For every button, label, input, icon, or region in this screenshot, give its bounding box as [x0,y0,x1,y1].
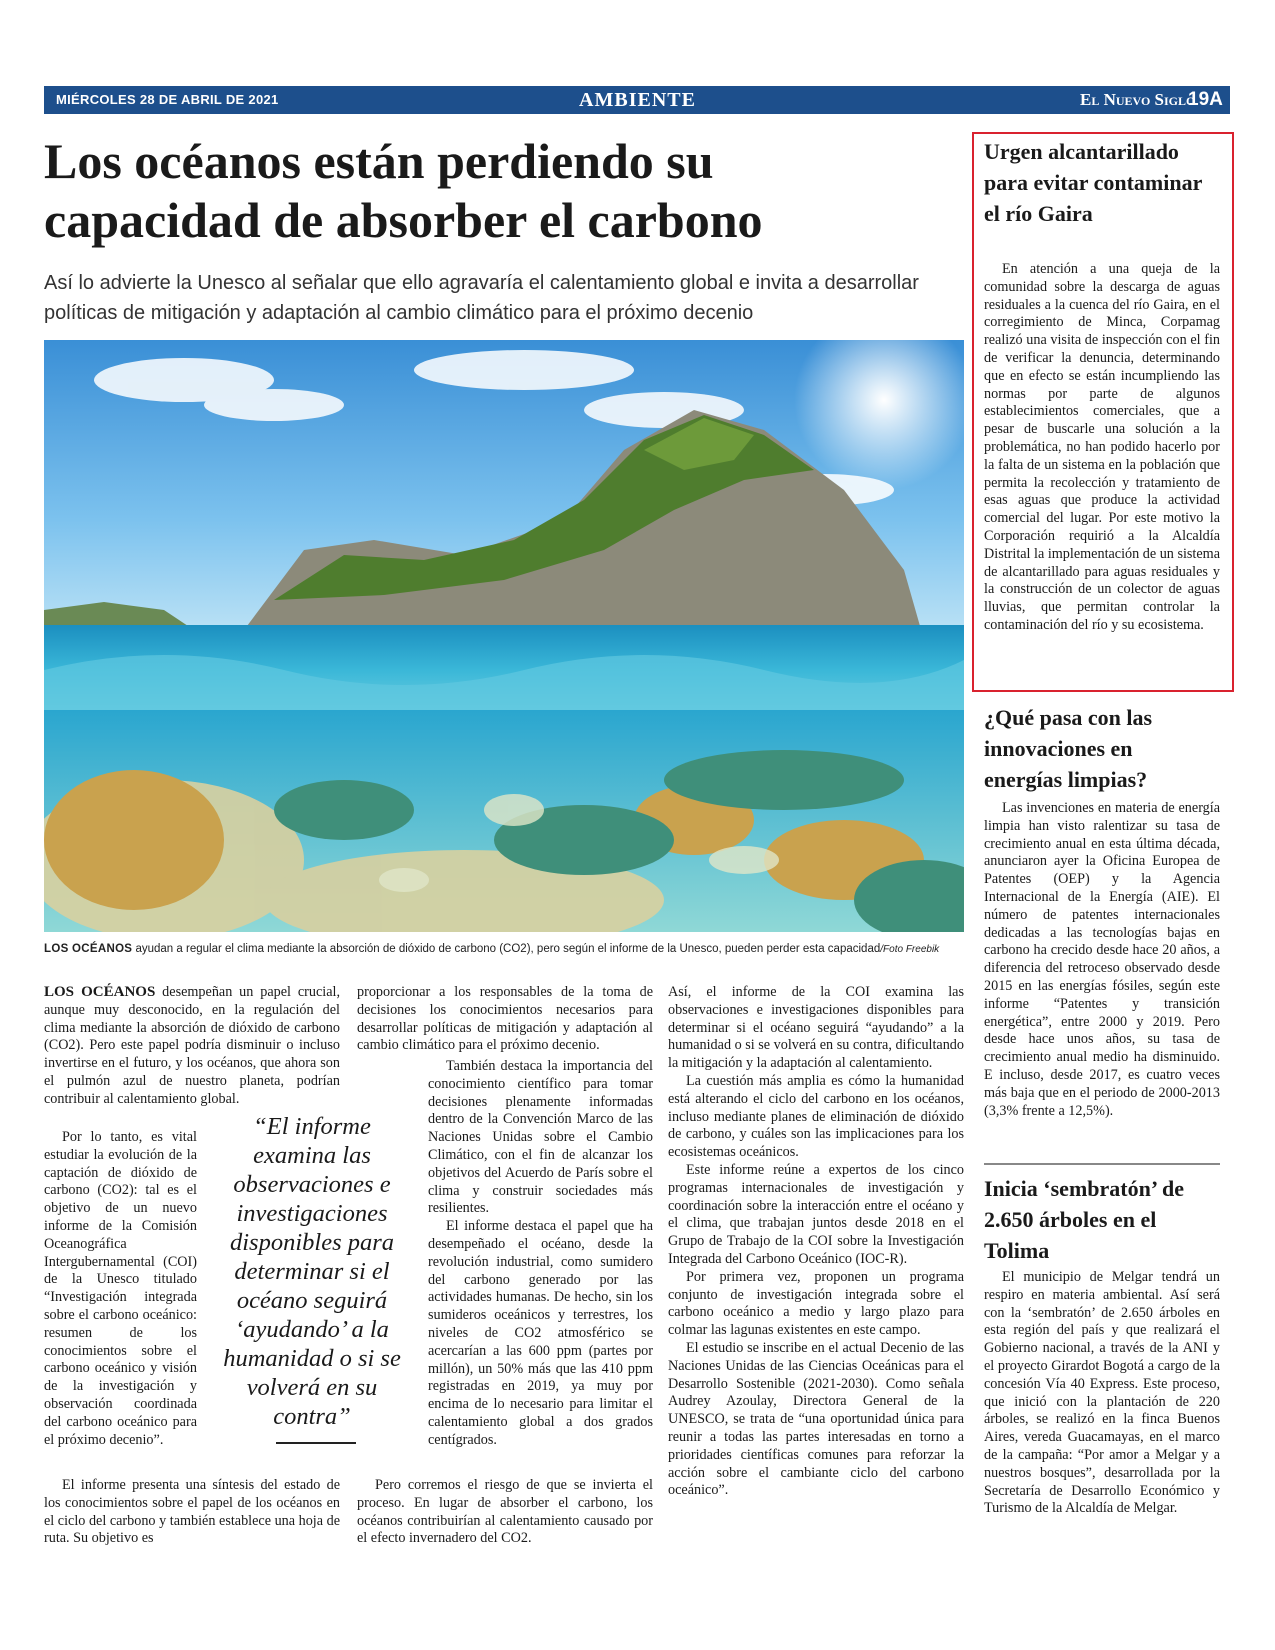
paragraph: La cuestión más amplia es cómo la humanidad está alterando el ciclo del carbono en los océanos, incluso mediante planes de eliminación de dióxido de carbono, y cuáles son las implicaciones para los ecosistemas oceánicos. [668,1072,964,1161]
sidebar-story-1-title: Urgen alcantarillado para evitar contaminar el río Gaira [984,139,1202,226]
section-title: AMBIENTE [579,89,696,111]
column-1-top [44,984,340,1109]
paragraph: También destaca la importancia del conocimiento científico para tomar decisiones plenamente informadas dentro de la Convención Marco de las Naciones Unidas sobre el Cambio Climático, con el fin de alcanzar los objetivos del Acuerdo de París sobre el clima y construir sociedades más resilientes. [428,1058,653,1217]
issue-date: MIÉRCOLES 28 DE ABRIL DE 2021 [56,92,279,107]
sidebar-story-2-title: ¿Qué pasa con las innovaciones en energías limpias? [984,705,1153,792]
lead-in: LOS OCÉANOS [44,984,156,1000]
page-number: 19A [1188,89,1223,110]
column-2-middle [428,1058,653,1450]
caption-lead: LOS OCÉANOS [44,943,133,955]
column-1-middle [44,1129,197,1449]
paragraph: El informe destaca el papel que ha desempeñado el océano, desde la revolución industrial, como sumidero del carbono generado por las actividades humanas. De hecho, sin los sumideros oceánicos y terrestres, los niveles de CO2 atmosférico se acercarían a las 600 ppm (partes por millón), un 50% más que las 410 ppm registradas en 2019, ya muy por encima de lo necesario para limitar el calentamiento global a dos grados centígrados. [428,1218,653,1448]
sidebar-story-2-body: Las invenciones en materia de energía limpia han visto ralentizar su tasa de crecimiento anual en esta última década, anunciaron ayer la Oficina Europea de Patentes (OEP) y la Agencia Internacional de la Energía (AIE). El número de patentes internacionales dedicadas a las tecnologías bajas en carbono ha crecido desde hace 20 años, a diferencia del retroceso observado desde 2015 en las energías fósiles, según este informe “Patentes y transición energética”, entre 2000 y 2019. Pero desde hace unos años, su tasa de crecimiento anual medio ha disminuido. E incluso, desde 2017, es cuatro veces más baja que en el periodo de 2000-2013 (3,3% frente a 12,5%). [984,800,1220,1119]
paragraph: proporcionar a los responsables de la toma de decisiones los conocimientos necesarios para desarrollar políticas de mitigación y adaptación al cambio climático para el próximo decenio. [357,984,653,1054]
paragraph: Por primera vez, proponen un programa conjunto de investigación integrada sobre el carbono oceánico a medio y largo plazo para colmar las lagunas existentes en este campo. [668,1268,964,1339]
sidebar-story-3-body: El municipio de Melgar tendrá un respiro en materia ambiental. Así será con la ‘sembratón’ de 2.650 árboles en esta región del país y que realizará el Gobierno nacional, a través de la ANI y el proyecto Girardot Bogotá a cargo de la concesión Vía 40 Express. Este proceso, que inició con la plantación de 220 árboles, se realizó en la finca Buenos Aires, vereda Guacamayas, en el marco de la campaña: “Por amor a Melgar y a nuestros bosques”, desarrollada por la Secretaría de Desarrollo Económico y Turismo de la Alcaldía de Melgar. [984,1269,1220,1517]
sidebar-story-1-body: En atención a una queja de la comunidad sobre la descarga de aguas residuales a la cuenca del río Gaira, en el corregimiento de Minca, Corpamag realizó una visita de inspección con el fin de verificar la denuncia, determinando que en efecto se están incumpliendo las normas por parte de algunos establecimientos comerciales, que a pesar de buscarle una solución a la problemática, no han podido hacerlo por la falta de un sistema en la población que permita la recolección y tratamiento de esas aguas que produce la actividad comercial del lugar. Por este motivo la Corporación requirió a la Alcaldía Distrital la implementación de un sistema de alcantarillado para aguas residuales y la construcción de un colector de aguas lluvias, que permitan controlar la contaminación del río y su ecosistema. [984,261,1221,633]
caption-text: ayudan a regular el clima mediante la absorción de dióxido de carbono (CO2), pero según el informe de la Unesco, pueden perder esta capacidad [132,943,881,955]
photo-credit: /Foto Freebik [880,944,940,955]
column-2-bottom [357,1477,653,1548]
paragraph: Por lo tanto, es vital estudiar la evolución de la captación de dióxido de carbono (CO2): tal es el objetivo de un nuevo informe de la Comisión Oceanográfica Intergubernamental (COI) de la Unesco titulado “Investigación integrada sobre el carbono oceánico: resumen de los conocimientos sobre el carbono oceánico y visión de la investigación y observación coordinada del carbono oceánico para el próximo decenio”. [44,1129,197,1448]
paragraph: Pero corremos el riesgo de que se invierta el proceso. En lugar de absorber el carbono, los océanos contribuirían al calentamiento causado por el efecto invernadero del CO2. [357,1477,653,1547]
column-2-top [357,984,653,1055]
sidebar-story-3-title: Inicia ‘sembratón’ de 2.650 árboles en el Tolima [984,1176,1185,1263]
column-3 [668,984,964,1500]
photo-caption [44,940,964,959]
sidebar-divider [984,1163,1220,1165]
ocean-split-view-photo [44,340,964,932]
paragraph: desempeñan un papel crucial, aunque muy desconocido, en la regulación del clima mediante la absorción de dióxido de carbono (CO2). Pero este papel podría disminuir o incluso invertirse en el futuro, y los océanos, que ahora son el pulmón azul de nuestro planeta, podrían contribuir al calentamiento global. [44,984,341,1107]
pull-quote-rule [276,1442,356,1444]
column-1-bottom [44,1477,340,1548]
paragraph: El informe presenta una síntesis del estado de los conocimientos sobre el papel de los océanos en el ciclo del carbono y también establece una hoja de ruta. Su objetivo es [44,1477,340,1547]
article-headline: Los océanos están perdiendo su capacidad de absorber el carbono [44,133,763,248]
paragraph: Este informe reúne a expertos de los cinco programas internacionales de investigación y coordinación sobre la interacción entre el océano y el clima, que trabajan juntos desde 2018 en el Grupo de Trabajo de la COI sobre la Investigación Integrada del Carbono Oceánico (IOC-R). [668,1161,964,1267]
newspaper-name: El Nuevo Siglo [1080,90,1196,109]
article-subhead: Así lo advierte la Unesco al señalar que ello agravaría el calentamiento global e invita a desarrollar políticas de mitigación y adaptación al cambio climático para el próximo decenio [44,272,919,324]
paragraph: Así, el informe de la COI examina las observaciones e investigaciones disponibles para determinar si el océano seguirá “ayudando” a la humanidad o si se volverá en su contra, dificultando la mitigación y la adaptación al calentamiento. [668,984,964,1072]
paragraph: El estudio se inscribe en el actual Decenio de las Naciones Unidas de las Ciencias Oceánicas para el Desarrollo Sostenible (2021-2030). Como señala Audrey Azoulay, Directora General de la UNESCO, se trata de “una oportunidad única para reunir a todas las partes interesadas en torno a prioridades científicas comunes para reforzar la acción sobre el cambiante ciclo del carbono oceánico”. [668,1339,964,1499]
pull-quote: “El informe examina las observaciones e investigaciones disponibles para determinar si el océano seguirá ‘ayudando’ a la humanidad o si se volverá en su contra” [223,1113,401,1430]
